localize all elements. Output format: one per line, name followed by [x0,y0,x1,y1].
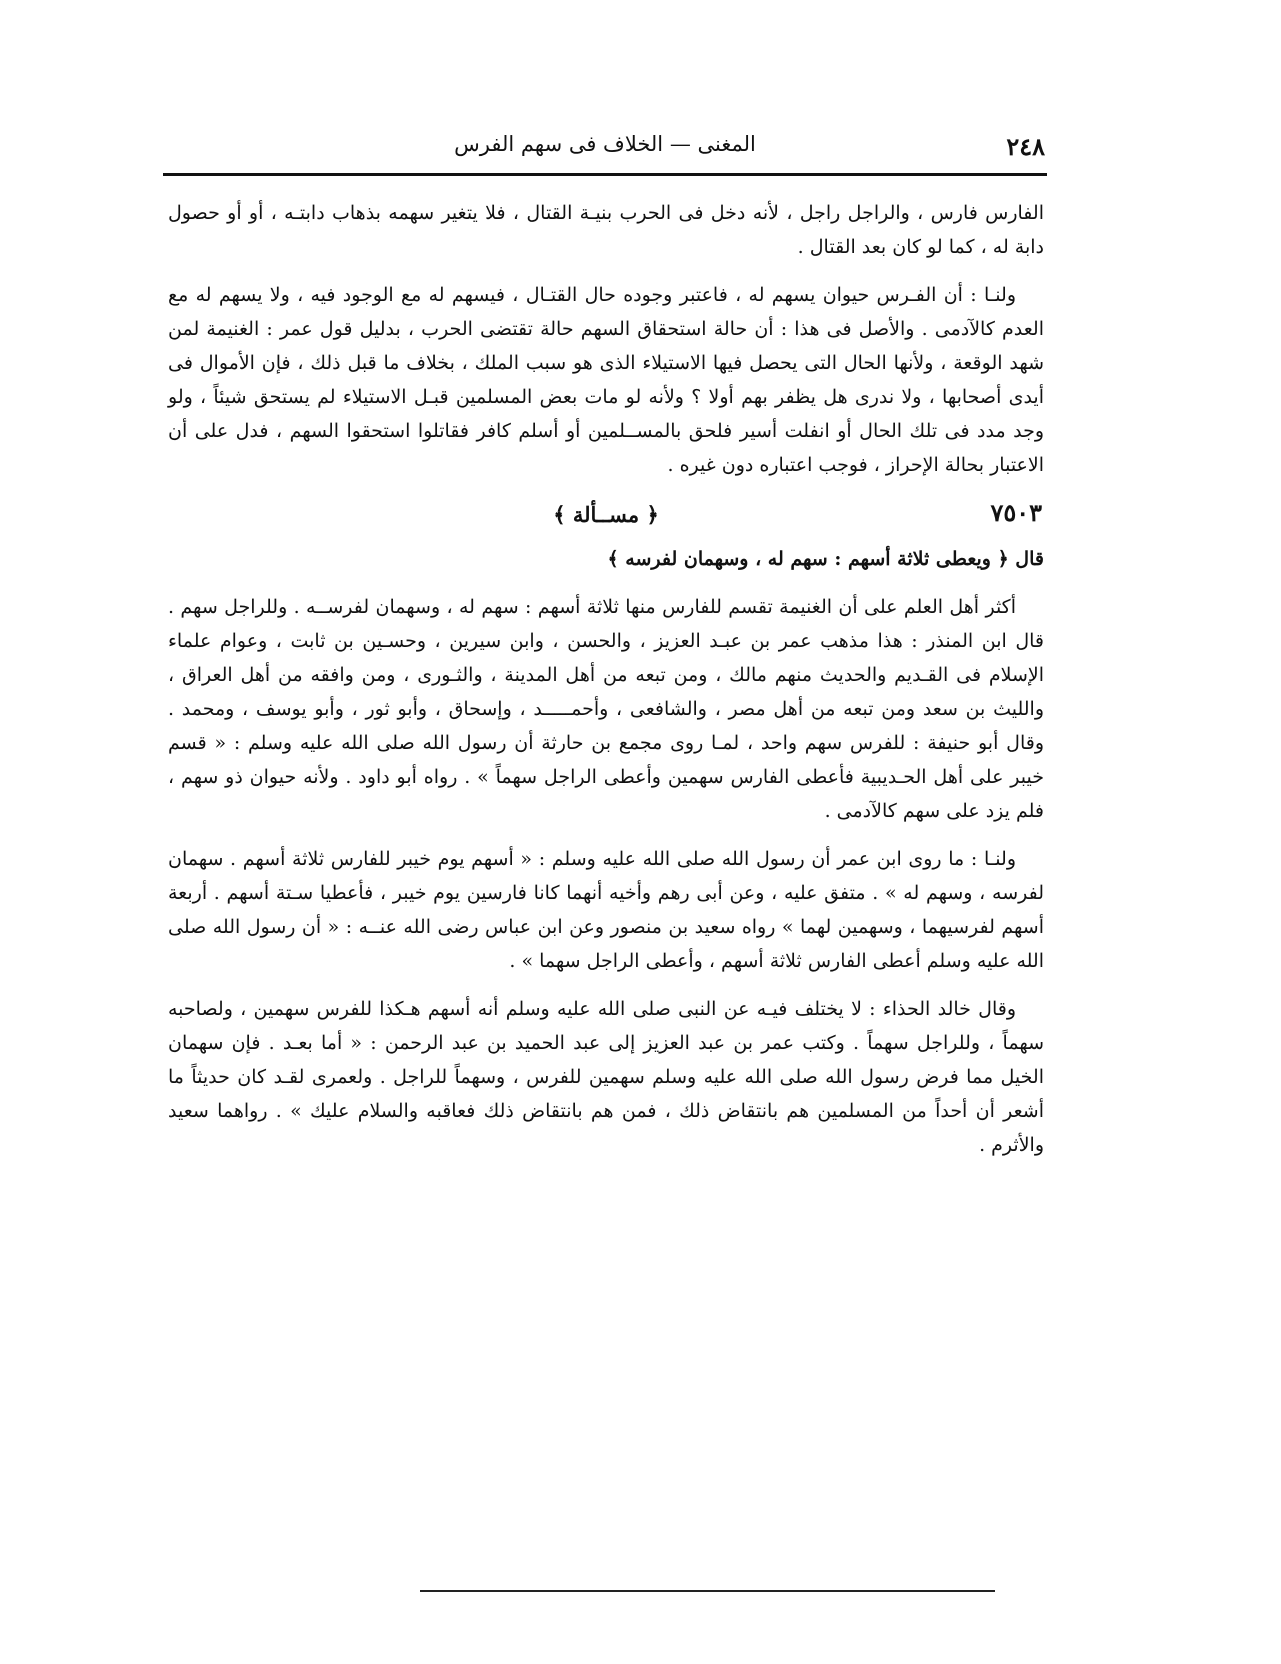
running-title: المغنى — الخلاف فى سهم الفرس [454,132,756,156]
page-number: ٢٤٨ [1006,132,1045,161]
paragraph-3: أكثر أهل العلم على أن الغنيمة تقسم للفارس منها ثلاثة أسهم : سهم له ، وسهمان لفرســه . وللراجل سهم . قال ابن المنذر : هذا مذهب عمر بن عبـد العزيز ، والحسن ، وابن سيرين ، وحسـين بن ثابت ، وعوام علماء الإسلام فى القـديم والحديث منهم مالك ، ومن تبعه من أهل المدينة ، والثـورى ، ومن وافقه من أهل العراق ، والليث بن سعد ومن تبعه من أهل مصر ، والشافعى ، وأحمـــــد ، وإسحاق ، وأبو ثور ، وأبو يوسف ، ومحمد . وقال أبو حنيفة : للفرس سهم واحد ، لمـا روى مجمع بن حارثة أن رسول الله صلى الله عليه وسلم : « قسم خيبر على أهل الحـديبية فأعطى الفارس سهمين وأعطى الراجل سهماً » . رواه أبو داود . ولأنه حيوان ذو سهم ، فلم يزد على سهم كالآدمى . [168,596,1044,822]
footer-rule [420,1590,995,1592]
page-body [168,196,1044,1166]
issue-title: ﴿ مســألة ﴾ [553,502,659,527]
paragraph-2: ولنـا : أن الفـرس حيوان يسهم له ، فاعتبر وجوده حال القتـال ، فيسهم له مع الوجود فيه ، ولا يسهم له مع العدم كالآدمى . والأصل فى هذا : أن حالة استحقاق السهم حالة تقتضى الحرب ، بدليل قول عمر : الغنيمة لمن شهد الوقعة ، ولأنها الحال التى يحصل فيها الاستيلاء الذى هو سبب الملك ، بخلاف ما قبل ذلك ، فإن الأموال فى أيدى أصحابها ، ولا ندرى هل يظفر بهم أولا ؟ ولأنه لو مات بعض المسلمين قبـل الاستيلاء لم يستحق شيئاً ، ولو وجد مدد فى تلك الحال أو انفلت أسير فلحق بالمســلمين أو أسلم كافر فقاتلوا استحقوا السهم ، فدل على أن الاعتبار بحالة الإحراز ، فوجب اعتباره دون غيره . [168,284,1044,476]
header-rule [163,173,1047,176]
quoted-statement: قال ﴿ ويعطى ثلاثة أسهم : سهم له ، وسهمان لفرسه ﴾ [607,548,1044,570]
issue-heading [168,496,1044,536]
paragraph-5: وقال خالد الحذاء : لا يختلف فيـه عن النبى صلى الله عليه وسلم أنه أسهم هـكذا للفرس سهمين ، ولصاحبه سهماً ، وللراجل سهماً . وكتب عمر بن عبد العزيز إلى عبد الحميد بن عبد الرحمن : « أما بعـد . فإن سهمان الخيل مما فرض رسول الله صلى الله عليه وسلم سهمين للفرس ، وسهماً للراجل . ولعمرى لقـد كان حديثاً ما أشعر أن أحداً من المسلمين هم بانتقاض ذلك ، فمن هم بانتقاض ذلك فعاقبه والسلام عليك » . رواهما سعيد والأثرم . [168,998,1044,1156]
issue-number: ٧٥٠٣ [990,498,1042,527]
paragraph-1: الفارس فارس ، والراجل راجل ، لأنه دخل فى الحرب بنيـة القتال ، فلا يتغير سهمه بذهاب دابتـه ، أو أو حصول دابة له ، كما لو كان بعد القتال . [168,202,1044,258]
page-header [165,128,1045,168]
paragraph-4: ولنـا : ما روى ابن عمر أن رسول الله صلى الله عليه وسلم : « أسهم يوم خيبر للفارس ثلاثة أسهم . سهمان لفرسه ، وسهم له » . متفق عليه ، وعن أبى رهم وأخيه أنهما كانا فارسين يوم خيبر ، فأعطيا سـتة أسهم . أربعة أسهم لفرسيهما ، وسهمين لهما » رواه سعيد بن منصور وعن ابن عباس رضى الله عنــه : « أن رسول الله صلى الله عليه وسلم أعطى الفارس ثلاثة أسهم ، وأعطى الراجل سهما » . [168,848,1044,972]
